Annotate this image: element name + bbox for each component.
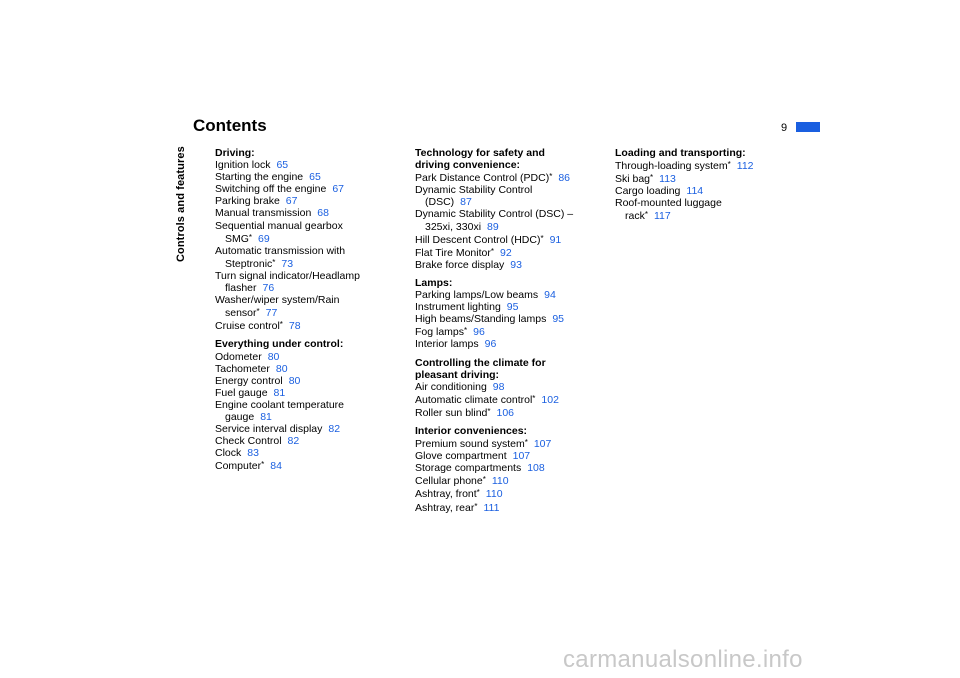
toc-column-1 (215, 147, 395, 478)
section-side-label: Controls and features (175, 146, 187, 262)
toc-entry[interactable]: Cargo loading 114 (615, 185, 704, 198)
page-link[interactable]: 110 (491, 475, 509, 488)
page-link[interactable]: 108 (527, 462, 545, 475)
toc-section (215, 147, 395, 332)
toc-entry[interactable]: Dynamic Stability Control (DSC) 87 (415, 184, 533, 209)
section-heading: Technology for safety and driving convenience: (415, 147, 545, 172)
section-heading: Interior conveniences: (415, 424, 528, 437)
page-link[interactable]: 91 (549, 233, 562, 246)
toc-column-2 (415, 147, 595, 520)
section-heading: Loading and transporting: (615, 147, 746, 159)
page-link[interactable]: 96 (473, 326, 485, 339)
toc-entry[interactable]: Odometer 80 (215, 350, 280, 363)
page-link[interactable]: 102 (541, 393, 559, 406)
toc-entry[interactable]: Through-loading system* 112 (615, 160, 754, 173)
toc-entry[interactable]: Energy control 80 (215, 374, 301, 387)
toc-entry[interactable]: Check Control 82 (215, 435, 300, 448)
toc-entry[interactable]: Cellular phone* 110 (415, 475, 509, 488)
toc-entry[interactable]: Glove compartment 107 (415, 450, 531, 463)
toc-entry[interactable]: Service interval display 82 (215, 423, 341, 436)
page-number: 9 (781, 122, 788, 134)
toc-entry[interactable]: Computer* 84 (215, 460, 282, 473)
toc-entry[interactable]: Tachometer 80 (215, 362, 288, 375)
page-link[interactable]: 92 (499, 246, 512, 259)
page-link[interactable]: 107 (512, 450, 531, 463)
toc-entry[interactable]: Manual transmission 68 (215, 207, 329, 220)
toc-entry[interactable]: Instrument lighting 95 (415, 301, 519, 314)
page-link[interactable]: 83 (247, 447, 259, 460)
page-link[interactable]: 77 (265, 307, 278, 320)
toc-entry[interactable]: Park Distance Control (PDC)* 86 (415, 172, 571, 185)
toc-entry[interactable]: Parking brake 67 (215, 195, 298, 208)
page-link[interactable]: 68 (317, 207, 329, 220)
section-heading: Everything under control: (215, 338, 344, 351)
toc-entry[interactable]: Ashtray, front* 110 (415, 488, 503, 501)
toc-entry[interactable]: Roof-mounted luggage rack* 117 (615, 197, 722, 223)
page-link[interactable]: 80 (288, 374, 301, 387)
page-link[interactable]: 80 (275, 362, 288, 375)
page-link[interactable]: 93 (510, 258, 522, 271)
page-link[interactable]: 65 (309, 171, 321, 184)
page-link[interactable]: 106 (496, 406, 515, 419)
page-link[interactable]: 113 (659, 173, 676, 186)
toc-section (615, 147, 795, 223)
toc-entry[interactable]: Ski bag* 113 (615, 173, 676, 186)
page-link[interactable]: 94 (544, 289, 556, 302)
toc-entry[interactable]: Interior lamps 96 (415, 338, 497, 351)
toc-section (415, 147, 595, 271)
section-heading: Lamps: (415, 276, 453, 289)
toc-entry[interactable]: Washer/wiper system/Rain sensor* 77 (215, 294, 340, 320)
toc-entry[interactable]: Cruise control* 78 (215, 320, 301, 333)
page-link[interactable]: 117 (653, 210, 671, 223)
page-link[interactable]: 84 (270, 460, 282, 473)
toc-entry[interactable]: Fuel gauge 81 (215, 386, 286, 399)
page-title: Contents (193, 116, 267, 135)
toc-entry[interactable]: Dynamic Stability Control (DSC) – 325xi, 330xi 89 (415, 208, 574, 233)
toc-entry[interactable]: Roller sun blind* 106 (415, 406, 515, 419)
toc-entry[interactable]: Switching off the engine 67 (215, 183, 344, 196)
toc-entry[interactable]: Engine coolant temperature gauge 81 (215, 398, 344, 423)
toc-entry[interactable]: Automatic climate control* 102 (415, 393, 559, 406)
toc-entry[interactable]: Brake force display 93 (415, 258, 522, 271)
toc-entry[interactable]: Premium sound system* 107 (415, 438, 552, 451)
toc-entry[interactable]: Ashtray, rear* 111 (415, 501, 500, 514)
page-link[interactable]: 107 (533, 438, 552, 451)
toc-entry[interactable]: High beams/Standing lamps 95 (415, 313, 565, 326)
page-link[interactable]: 81 (273, 386, 286, 399)
page-link[interactable]: 81 (260, 410, 272, 423)
toc-entry[interactable]: Parking lamps/Low beams 94 (415, 289, 556, 302)
toc-section (415, 277, 595, 351)
page-marker-bar (796, 122, 820, 132)
page-link[interactable]: 82 (328, 423, 341, 436)
toc-entry[interactable]: Hill Descent Control (HDC)* 91 (415, 233, 562, 246)
page-link[interactable]: 67 (285, 195, 298, 208)
page-link[interactable]: 96 (484, 338, 497, 351)
toc-entry[interactable]: Clock 83 (215, 447, 259, 460)
page-link[interactable]: 112 (736, 160, 754, 173)
section-heading: Driving: (215, 147, 255, 159)
page-link[interactable]: 76 (262, 282, 275, 295)
toc-entry[interactable]: Storage compartments 108 (415, 462, 545, 475)
page-link[interactable]: 98 (492, 380, 505, 393)
toc-entry[interactable]: Starting the engine 65 (215, 171, 321, 184)
page-link[interactable]: 110 (485, 488, 503, 501)
page-link[interactable]: 87 (460, 196, 472, 209)
toc-section (215, 338, 395, 472)
toc-entry[interactable]: Fog lamps* 96 (415, 326, 485, 339)
page-link[interactable]: 73 (281, 257, 294, 270)
page-link[interactable]: 86 (558, 172, 571, 185)
page-link[interactable]: 69 (258, 232, 270, 245)
page-link[interactable]: 114 (686, 185, 704, 198)
toc-entry[interactable]: Turn signal indicator/Headlamp flasher 76 (215, 269, 360, 295)
toc-section (415, 357, 595, 419)
toc-entry[interactable]: Flat Tire Monitor* 92 (415, 246, 512, 259)
page-link[interactable]: 89 (487, 220, 499, 233)
section-heading: Controlling the climate for pleasant driving: (415, 356, 546, 381)
watermark: carmanualsonline.info (563, 646, 803, 673)
page-link[interactable]: 67 (332, 183, 344, 196)
toc-entry[interactable]: Sequential manual gearbox SMG* 69 (215, 219, 343, 245)
page-link[interactable]: 111 (483, 501, 500, 514)
page-link[interactable]: 80 (267, 350, 280, 363)
page-link[interactable]: 82 (287, 435, 300, 448)
toc-column-3 (615, 147, 795, 229)
toc-entry[interactable]: Ignition lock 65 (215, 159, 289, 172)
page-link[interactable]: 78 (288, 320, 301, 333)
toc-entry[interactable]: Air conditioning 98 (415, 380, 505, 393)
toc-section (415, 425, 595, 514)
page-link[interactable]: 95 (506, 301, 519, 314)
page-link[interactable]: 65 (276, 159, 289, 172)
page-link[interactable]: 95 (552, 313, 565, 326)
toc-entry[interactable]: Automatic transmission with Steptronic* 73 (215, 244, 346, 270)
